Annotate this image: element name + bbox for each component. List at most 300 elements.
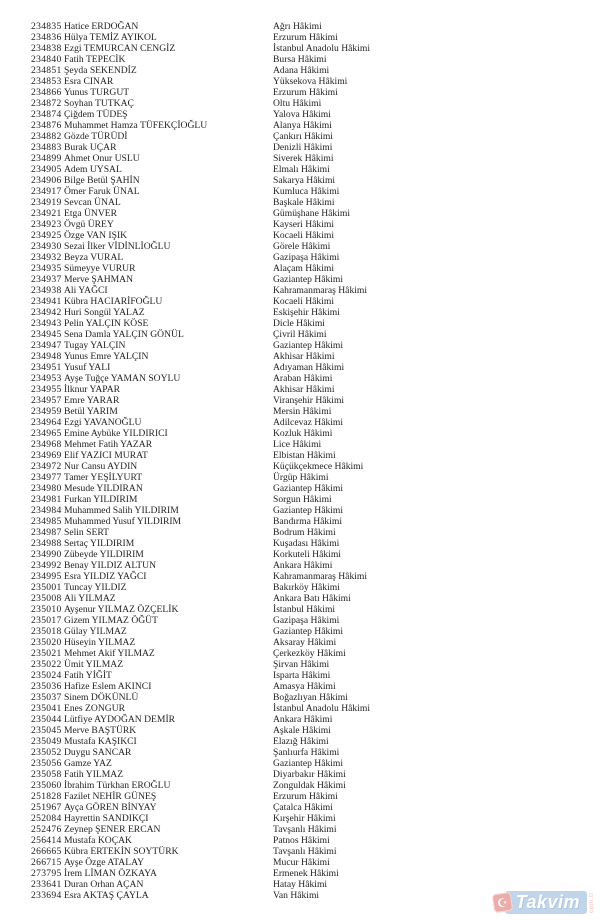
row-registry-number: 234838	[31, 43, 62, 54]
row-duty-title: Şanlıurfa Hâkimi	[273, 747, 340, 758]
table-row	[0, 747, 600, 758]
row-registry-number: 235037	[31, 692, 62, 703]
row-registry-number: 234968	[31, 439, 62, 450]
row-duty-title: Boğazlıyan Hâkimi	[273, 692, 348, 703]
row-registry-number: 234972	[31, 461, 62, 472]
row-duty-title: Çankırı Hâkimi	[273, 131, 333, 142]
row-duty-title: Lice Hâkimi	[273, 439, 322, 450]
table-row	[0, 824, 600, 835]
row-judge-name: Yunus Emre YALÇIN	[64, 351, 149, 362]
row-registry-number: 234836	[31, 32, 62, 43]
row-duty-title: Kayseri Hâkimi	[273, 219, 335, 230]
row-judge-name: Ayça GÖREN BİNYAY	[64, 802, 157, 813]
row-registry-number: 234835	[31, 21, 62, 32]
row-judge-name: Furkan YILDIRIM	[64, 494, 138, 505]
row-registry-number: 234995	[31, 571, 62, 582]
row-duty-title: Diyarbakır Hâkimi	[273, 769, 346, 780]
row-judge-name: Muhammet Hamza TÜFEKÇİOĞLU	[64, 120, 208, 131]
row-judge-name: Emre YARAR	[64, 395, 120, 406]
row-duty-title: Sorgun Hâkimi	[273, 494, 332, 505]
row-registry-number: 234853	[31, 76, 62, 87]
row-registry-number: 234905	[31, 164, 62, 175]
row-judge-name: Yunus TURGUT	[64, 87, 130, 98]
row-judge-name: Övgü ÜREY	[64, 219, 114, 230]
row-registry-number: 235021	[31, 648, 62, 659]
row-duty-title: Alanya Hâkimi	[273, 120, 332, 131]
row-duty-title: Küçükçekmece Hâkimi	[273, 461, 364, 472]
row-duty-title: Araban Hâkimi	[273, 373, 333, 384]
row-duty-title: Kozluk Hâkimi	[273, 428, 333, 439]
row-registry-number: 234981	[31, 494, 62, 505]
row-duty-title: Elmalı Hâkimi	[273, 164, 330, 175]
row-duty-title: Bandırma Hâkimi	[273, 516, 343, 527]
table-row	[0, 87, 600, 98]
row-duty-title: Ermenek Hâkimi	[273, 868, 339, 879]
row-judge-name: Elif YAZICI MURAT	[64, 450, 148, 461]
row-judge-name: Hayrettin SANDIKÇI	[64, 813, 149, 824]
row-registry-number: 234943	[31, 318, 62, 329]
takvim-watermark	[493, 891, 595, 914]
table-row	[0, 472, 600, 483]
row-registry-number: 234919	[31, 197, 62, 208]
row-duty-title: Gümüşhane Hâkimi	[273, 208, 351, 219]
row-registry-number: 234882	[31, 131, 62, 142]
row-judge-name: Ali YAĞCI	[64, 285, 108, 296]
table-row	[0, 494, 600, 505]
row-duty-title: Tavşanlı Hâkimi	[273, 846, 337, 857]
table-row	[0, 120, 600, 131]
row-judge-name: Zübeyde YILDIRIM	[64, 549, 144, 560]
row-registry-number: 233641	[31, 879, 62, 890]
table-row	[0, 527, 600, 538]
table-row	[0, 109, 600, 120]
row-registry-number: 235041	[31, 703, 62, 714]
row-judge-name: Sezai İlker VİDİNLİOĞLU	[64, 241, 171, 252]
table-row	[0, 582, 600, 593]
row-judge-name: Ümit YILMAZ	[64, 659, 124, 670]
row-judge-name: Bilge Betül ŞAHİN	[64, 175, 140, 186]
row-duty-title: Kahramanmaraş Hâkimi	[273, 285, 368, 296]
row-duty-title: Sakarya Hâkimi	[273, 175, 336, 186]
row-judge-name: Emine Aybüke YILDIRICI	[64, 428, 168, 439]
row-registry-number: 234866	[31, 87, 62, 98]
row-registry-number: 234965	[31, 428, 62, 439]
row-registry-number: 234938	[31, 285, 62, 296]
table-row	[0, 296, 600, 307]
row-judge-name: Mehmet Akif YILMAZ	[64, 648, 155, 659]
row-registry-number: 234988	[31, 538, 62, 549]
row-registry-number: 234883	[31, 142, 62, 153]
row-duty-title: Alaçam Hâkimi	[273, 263, 335, 274]
row-duty-title: Çatalca Hâkimi	[273, 802, 333, 813]
row-duty-title: Gazipaşa Hâkimi	[273, 615, 340, 626]
table-row	[0, 54, 600, 65]
row-duty-title: Gaziantep Hâkimi	[273, 505, 344, 516]
row-registry-number: 234985	[31, 516, 62, 527]
row-judge-name: Fatih YİĞİT	[64, 670, 112, 681]
table-row	[0, 670, 600, 681]
row-duty-title: Bakırköy Hâkimi	[273, 582, 340, 593]
row-judge-name: Duygu SANCAR	[64, 747, 132, 758]
table-row	[0, 769, 600, 780]
row-duty-title: Başkale Hâkimi	[273, 197, 335, 208]
row-judge-name: Selin SERT	[64, 527, 109, 538]
row-registry-number: 252476	[31, 824, 62, 835]
row-duty-title: Zonguldak Hâkimi	[273, 780, 346, 791]
row-judge-name: Gamze YAZ	[64, 758, 112, 769]
table-row	[0, 131, 600, 142]
row-judge-name: Tuncay YILDIZ	[64, 582, 127, 593]
row-judge-name: Muhammed Yusuf YILDIRIM	[64, 516, 182, 527]
row-judge-name: Yusuf YALI	[64, 362, 111, 373]
row-registry-number: 234874	[31, 109, 62, 120]
row-registry-number: 256414	[31, 835, 62, 846]
row-duty-title: Kocaeli Hâkimi	[273, 230, 335, 241]
row-duty-title: Korkuteli Hâkimi	[273, 549, 341, 560]
row-judge-name: Özge VAN IŞIK	[64, 230, 128, 241]
row-judge-name: Fazilet NEHİR GÜNEŞ	[64, 791, 157, 802]
row-registry-number: 234984	[31, 505, 62, 516]
table-row	[0, 307, 600, 318]
row-duty-title: Amasya Hâkimi	[273, 681, 336, 692]
row-registry-number: 251828	[31, 791, 62, 802]
table-row	[0, 186, 600, 197]
table-row	[0, 538, 600, 549]
row-judge-name: Ayşe Tuğçe YAMAN SOYLU	[64, 373, 181, 384]
table-row	[0, 846, 600, 857]
row-duty-title: Ürgüp Hâkimi	[273, 472, 329, 483]
row-registry-number: 235044	[31, 714, 62, 725]
row-judge-name: Mehmet Fatih YAZAR	[64, 439, 153, 450]
row-duty-title: Adilcevaz Hâkimi	[273, 417, 344, 428]
row-judge-name: Ezgi TEMURCAN CENGİZ	[64, 43, 176, 54]
row-duty-title: Mersin Hâkimi	[273, 406, 332, 417]
row-duty-title: Yalova Hâkimi	[273, 109, 331, 120]
table-row	[0, 571, 600, 582]
row-judge-name: Sevcan ÜNAL	[64, 197, 121, 208]
table-row	[0, 879, 600, 890]
row-registry-number: 234969	[31, 450, 62, 461]
table-row	[0, 175, 600, 186]
takvim-logo-text: Takvim	[505, 891, 587, 914]
row-registry-number: 234955	[31, 384, 62, 395]
table-row	[0, 549, 600, 560]
row-duty-title: Ankara Batı Hâkimi	[273, 593, 351, 604]
table-row	[0, 197, 600, 208]
row-judge-name: Ezgi YAVANOĞLU	[64, 417, 142, 428]
table-row	[0, 681, 600, 692]
table-row	[0, 318, 600, 329]
table-row	[0, 725, 600, 736]
row-judge-name: Zeynep ŞENER ERCAN	[64, 824, 161, 835]
table-row	[0, 604, 600, 615]
row-duty-title: Elazığ Hâkimi	[273, 736, 329, 747]
table-row	[0, 813, 600, 824]
table-row	[0, 802, 600, 813]
row-judge-name: Benay YILDIZ ALTUN	[64, 560, 157, 571]
table-row	[0, 263, 600, 274]
row-duty-title: İstanbul Anadolu Hâkimi	[273, 43, 370, 54]
row-duty-title: Hatay Hâkimi	[273, 879, 328, 890]
table-row	[0, 241, 600, 252]
table-row	[0, 43, 600, 54]
row-registry-number: 234992	[31, 560, 62, 571]
row-duty-title: Van Hâkimi	[273, 890, 320, 901]
row-registry-number: 235018	[31, 626, 62, 637]
row-registry-number: 234980	[31, 483, 62, 494]
row-duty-title: Erzurum Hâkimi	[273, 87, 338, 98]
table-row	[0, 505, 600, 516]
table-row	[0, 637, 600, 648]
row-judge-name: Tugay YALÇIN	[64, 340, 126, 351]
row-judge-name: Esra YILDIZ YAĞCI	[64, 571, 147, 582]
row-registry-number: 234930	[31, 241, 62, 252]
table-row	[0, 208, 600, 219]
row-judge-name: İrem LİMAN ÖZKAYA	[64, 868, 157, 879]
row-duty-title: Aksaray Hâkimi	[273, 637, 337, 648]
row-judge-name: Lütfiye AYDOĞAN DEMİR	[64, 714, 176, 725]
row-judge-name: Mesude YILDIRAN	[64, 483, 143, 494]
table-row	[0, 780, 600, 791]
row-registry-number: 235001	[31, 582, 62, 593]
row-judge-name: Ali YILMAZ	[64, 593, 116, 604]
row-registry-number: 233694	[31, 890, 62, 901]
row-registry-number: 234935	[31, 263, 62, 274]
row-judge-name: Şeyda SEKENDİZ	[64, 65, 137, 76]
row-judge-name: Pelin YALÇIN KÖSE	[64, 318, 149, 329]
row-registry-number: 235060	[31, 780, 62, 791]
row-judge-name: Ayşenur YILMAZ ÖZÇELİK	[64, 604, 179, 615]
table-row	[0, 340, 600, 351]
row-judge-name: Esra CINAR	[64, 76, 114, 87]
row-judge-name: Huri Songül YALAZ	[64, 307, 145, 318]
row-judge-name: Sena Damla YALÇIN GÖNÜL	[64, 329, 184, 340]
row-judge-name: Etga ÜNVER	[64, 208, 118, 219]
row-duty-title: Ağrı Hâkimi	[273, 21, 322, 32]
row-registry-number: 235045	[31, 725, 62, 736]
row-duty-title: Eskişehir Hâkimi	[273, 307, 340, 318]
row-judge-name: Fatih YILMAZ	[64, 769, 124, 780]
table-row	[0, 516, 600, 527]
row-judge-name: Hülya TEMİZ AYIKOL	[64, 32, 157, 43]
row-duty-title: Şirvan Hâkimi	[273, 659, 330, 670]
takvim-domain-text: com.tr	[588, 891, 595, 914]
row-judge-name: Soyhan TUTKAÇ	[64, 98, 134, 109]
row-duty-title: Aşkale Hâkimi	[273, 725, 331, 736]
row-registry-number: 234947	[31, 340, 62, 351]
row-duty-title: Dicle Hâkimi	[273, 318, 325, 329]
row-judge-name: Ömer Faruk ÜNAL	[64, 186, 140, 197]
row-duty-title: Gaziantep Hâkimi	[273, 483, 344, 494]
row-judge-name: Esra AKTAŞ ÇAYLA	[64, 890, 149, 901]
row-duty-title: Çerkezköy Hâkimi	[273, 648, 346, 659]
row-registry-number: 234932	[31, 252, 62, 263]
table-row	[0, 461, 600, 472]
table-row	[0, 758, 600, 769]
row-duty-title: Adana Hâkimi	[273, 65, 330, 76]
row-duty-title: Yüksekova Hâkimi	[273, 76, 348, 87]
row-duty-title: Akhisar Hâkimi	[273, 351, 335, 362]
row-duty-title: Gaziantep Hâkimi	[273, 340, 344, 351]
row-registry-number: 235017	[31, 615, 62, 626]
table-row	[0, 714, 600, 725]
row-duty-title: Görele Hâkimi	[273, 241, 331, 252]
table-row	[0, 835, 600, 846]
row-registry-number: 235052	[31, 747, 62, 758]
row-judge-name: İbrahim Türkhan EROĞLU	[64, 780, 171, 791]
row-duty-title: Kuşadası Hâkimi	[273, 538, 340, 549]
row-judge-name: Nur Cansu AYDIN	[64, 461, 138, 472]
row-duty-title: Oltu Hâkimi	[273, 98, 322, 109]
row-judge-name: Beyza VURAL	[64, 252, 124, 263]
table-row	[0, 373, 600, 384]
row-judge-name: Ayşe Özge ATALAY	[64, 857, 145, 868]
table-row	[0, 428, 600, 439]
row-registry-number: 235058	[31, 769, 62, 780]
row-judge-name: İlknur YAPAR	[64, 384, 121, 395]
row-judge-name: Mustafa KOÇAK	[64, 835, 132, 846]
row-judge-name: Çiğdem TÜDEŞ	[64, 109, 128, 120]
row-registry-number: 234941	[31, 296, 62, 307]
table-row	[0, 692, 600, 703]
row-judge-name: Mustafa KAŞIKCI	[64, 736, 137, 747]
table-row	[0, 21, 600, 32]
row-registry-number: 252084	[31, 813, 62, 824]
row-judge-name: Hüseyin YILMAZ	[64, 637, 136, 648]
table-row	[0, 483, 600, 494]
row-registry-number: 273795	[31, 868, 62, 879]
row-judge-name: Kübra HACIARİFOĞLU	[64, 296, 163, 307]
table-row	[0, 736, 600, 747]
table-row	[0, 406, 600, 417]
row-judge-name: Betül YARIM	[64, 406, 118, 417]
row-judge-name: Sinem DÖKÜNLÜ	[64, 692, 139, 703]
row-duty-title: Isparta Hâkimi	[273, 670, 331, 681]
row-duty-title: İstanbul Hâkimi	[273, 604, 336, 615]
row-duty-title: Elbistan Hâkimi	[273, 450, 336, 461]
table-row	[0, 285, 600, 296]
row-registry-number: 234899	[31, 153, 62, 164]
row-registry-number: 235022	[31, 659, 62, 670]
table-row	[0, 659, 600, 670]
table-row	[0, 626, 600, 637]
table-row	[0, 274, 600, 285]
row-registry-number: 251967	[31, 802, 62, 813]
table-row	[0, 219, 600, 230]
table-row	[0, 791, 600, 802]
row-judge-name: Gözde TÜRÜDİ	[64, 131, 128, 142]
row-registry-number: 234923	[31, 219, 62, 230]
table-row	[0, 153, 600, 164]
table-row	[0, 164, 600, 175]
row-duty-title: Gaziantep Hâkimi	[273, 758, 344, 769]
row-duty-title: Ankara Hâkimi	[273, 560, 333, 571]
row-registry-number: 235010	[31, 604, 62, 615]
row-registry-number: 234921	[31, 208, 62, 219]
row-duty-title: Gaziantep Hâkimi	[273, 626, 344, 637]
table-row	[0, 395, 600, 406]
row-registry-number: 266665	[31, 846, 62, 857]
row-registry-number: 234872	[31, 98, 62, 109]
row-duty-title: Ankara Hâkimi	[273, 714, 333, 725]
row-duty-title: Erzurum Hâkimi	[273, 791, 338, 802]
table-row	[0, 98, 600, 109]
table-row	[0, 384, 600, 395]
table-row	[0, 351, 600, 362]
row-duty-title: Patnos Hâkimi	[273, 835, 330, 846]
row-registry-number: 234925	[31, 230, 62, 241]
row-registry-number: 235024	[31, 670, 62, 681]
row-registry-number: 235049	[31, 736, 62, 747]
judge-appointment-list	[0, 21, 600, 901]
row-duty-title: Denizli Hâkimi	[273, 142, 333, 153]
row-registry-number: 234945	[31, 329, 62, 340]
table-row	[0, 142, 600, 153]
row-judge-name: Adem UYSAL	[64, 164, 122, 175]
row-duty-title: Viranşehir Hâkimi	[273, 395, 345, 406]
row-registry-number: 234876	[31, 120, 62, 131]
row-judge-name: Hafize Eslem AKINCI	[64, 681, 152, 692]
row-registry-number: 235056	[31, 758, 62, 769]
row-duty-title: Siverek Hâkimi	[273, 153, 334, 164]
table-row	[0, 362, 600, 373]
row-judge-name: Merve BAŞTÜRK	[64, 725, 137, 736]
turkish-flag-icon: ☪	[491, 892, 512, 913]
row-duty-title: İstanbul Anadolu Hâkimi	[273, 703, 370, 714]
row-duty-title: Kahramanmaraş Hâkimi	[273, 571, 368, 582]
row-judge-name: Enes ZONGUR	[64, 703, 126, 714]
row-duty-title: Kumluca Hâkimi	[273, 186, 340, 197]
row-registry-number: 234948	[31, 351, 62, 362]
row-judge-name: Fatih TEPECİK	[64, 54, 126, 65]
table-row	[0, 560, 600, 571]
row-registry-number: 234964	[31, 417, 62, 428]
table-row	[0, 857, 600, 868]
row-judge-name: Gizem YILMAZ ÖĞÜT	[64, 615, 158, 626]
table-row	[0, 230, 600, 241]
row-registry-number: 266715	[31, 857, 62, 868]
table-row	[0, 703, 600, 714]
row-registry-number: 235020	[31, 637, 62, 648]
row-registry-number: 234957	[31, 395, 62, 406]
row-registry-number: 234851	[31, 65, 62, 76]
table-row	[0, 76, 600, 87]
row-registry-number: 234840	[31, 54, 62, 65]
row-duty-title: Kocaeli Hâkimi	[273, 296, 335, 307]
table-row	[0, 329, 600, 340]
row-duty-title: Bodrum Hâkimi	[273, 527, 336, 538]
row-registry-number: 234959	[31, 406, 62, 417]
row-registry-number: 234906	[31, 175, 62, 186]
table-row	[0, 439, 600, 450]
row-judge-name: Sertaç YILDIRIM	[64, 538, 135, 549]
row-judge-name: Merve ŞAHMAN	[64, 274, 134, 285]
row-duty-title: Erzurum Hâkimi	[273, 32, 338, 43]
row-registry-number: 234917	[31, 186, 62, 197]
row-judge-name: Sümeyye VURUR	[64, 263, 136, 274]
row-registry-number: 234977	[31, 472, 62, 483]
table-row	[0, 417, 600, 428]
row-judge-name: Tamer YEŞİLYURT	[64, 472, 143, 483]
row-judge-name: Duran Orhan AÇAN	[64, 879, 144, 890]
row-duty-title: Çivril Hâkimi	[273, 329, 327, 340]
table-row	[0, 593, 600, 604]
row-duty-title: Akhisar Hâkimi	[273, 384, 335, 395]
row-registry-number: 234942	[31, 307, 62, 318]
table-row	[0, 32, 600, 43]
row-judge-name: Gülay YILMAZ	[64, 626, 127, 637]
row-duty-title: Gazipaşa Hâkimi	[273, 252, 340, 263]
